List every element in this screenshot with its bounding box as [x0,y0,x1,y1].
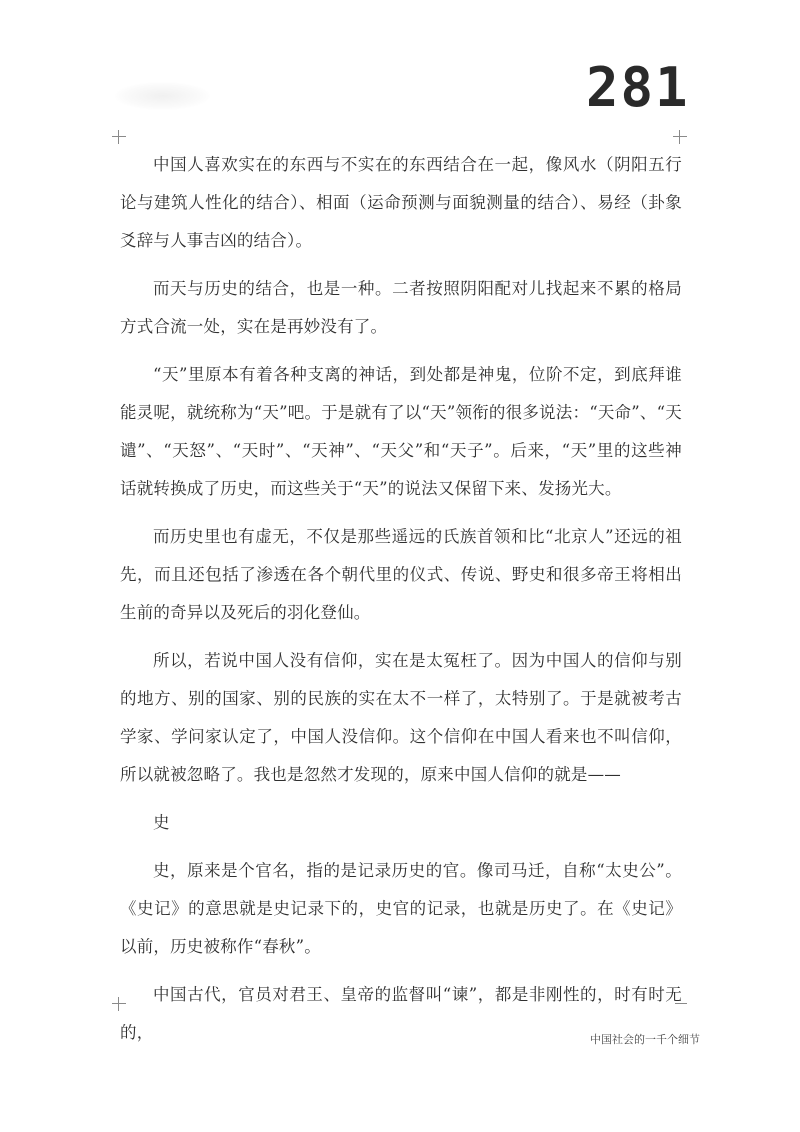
body-text [120,146,682,1062]
section-heading: 史 [153,813,170,832]
paragraph: 史，原来是个官名，指的是记录历史的官。像司马迁，自称“太史公”。《史记》的意思就是史记录下的，史官的记录，也就是历史了。在《史记》以前，历史被称作“春秋”。 [120,861,682,956]
running-footer-book-title: 中国社会的一千个细节 [590,1033,700,1046]
paragraph: 中国人喜欢实在的东西与不实在的东西结合在一起，像风水（阴阳五行论与建筑人性化的结合）、相面（运命预测与面貌测量的结合）、易经（卦象爻辞与人事吉凶的结合）。 [120,155,682,250]
paragraph: 所以，若说中国人没有信仰，实在是太冤枉了。因为中国人的信仰与别的地方、别的国家、别的民族的实在太不一样了，太特别了。于是就被考古学家、学问家认定了，中国人没信仰。这个信仰在中国人看来也不叫信仰，所以就被忽略了。我也是忽然才发现的，原来中国人信仰的就是—— [120,651,682,784]
scan-smudge [115,82,210,110]
crop-mark-top-right [673,130,687,144]
paragraph: 而天与历史的结合，也是一种。二者按照阴阳配对儿找起来不累的格局方式合流一处，实在是再妙没有了。 [120,279,682,336]
paragraph: “天”里原本有着各种支离的神话，到处都是神鬼，位阶不定，到底拜谁能灵呢，就统称为“天”吧。于是就有了以“天”领衔的很多说法：“天命”、“天谴”、“天怒”、“天时”、“天神”、“天父”和“天子”。后来，“天”里的这些神话就转换成了历史，而这些关于“天”的说法又保留下来、发扬光大。 [120,365,682,498]
page-number: 281 [586,56,690,119]
paragraph: 中国古代，官员对君王、皇帝的监督叫“谏”，都是非刚性的，时有时无的， [120,985,682,1042]
paragraph: 而历史里也有虚无，不仅是那些遥远的氏族首领和比“北京人”还远的祖先，而且还包括了渗透在各个朝代里的仪式、传说、野史和很多帝王将相出生前的奇异以及死后的羽化登仙。 [120,527,682,622]
crop-mark-top-left [112,130,126,144]
